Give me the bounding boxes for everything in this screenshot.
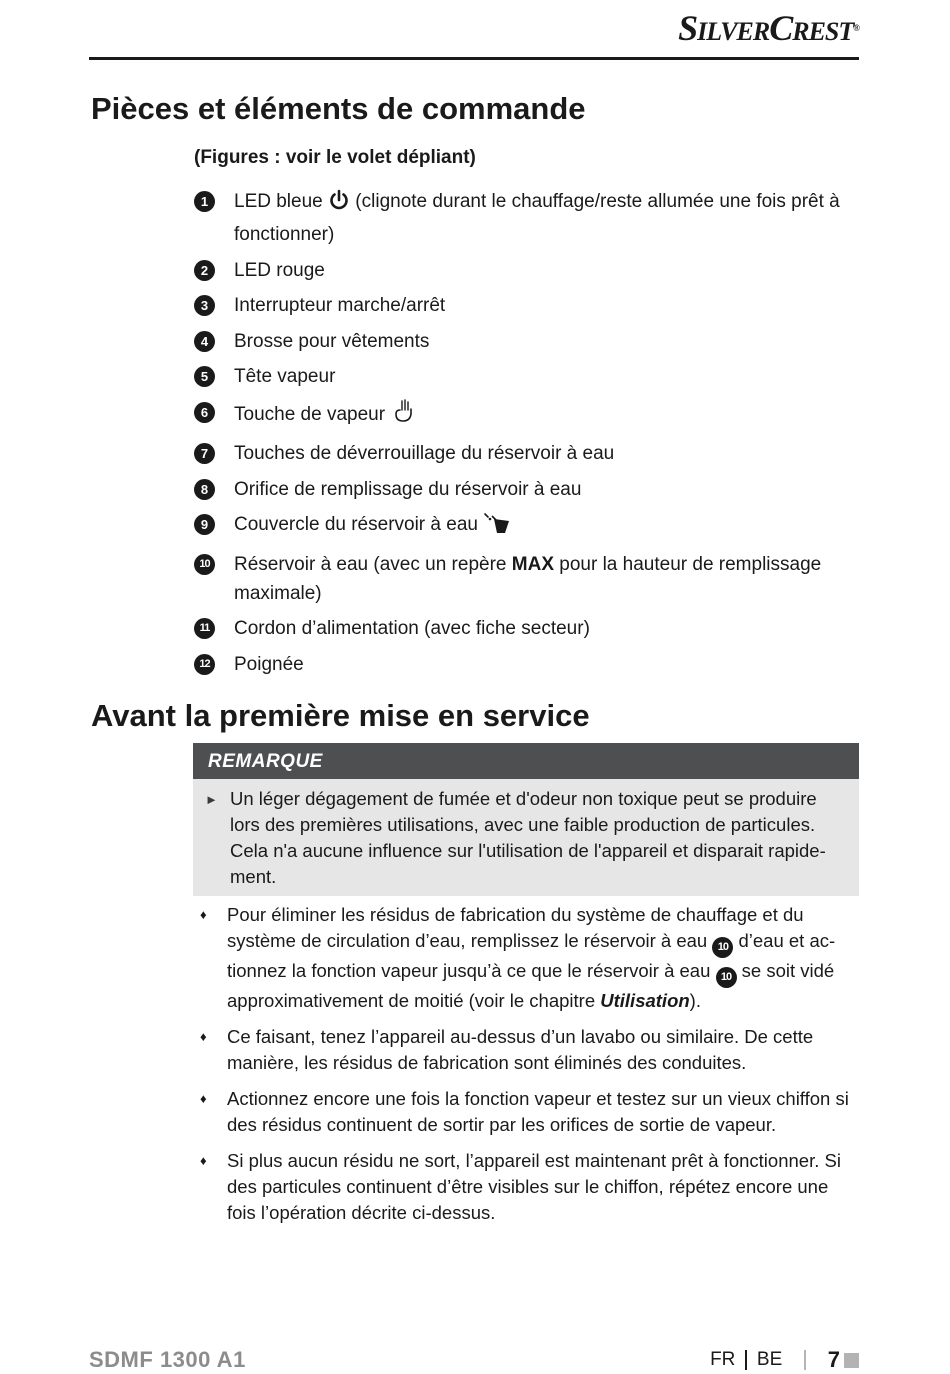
note-title: REMARQUE	[193, 743, 859, 779]
item-number: 7	[194, 443, 215, 464]
list-item: 2 LED rouge	[194, 256, 854, 285]
header-rule	[89, 57, 859, 60]
note-body	[193, 779, 859, 896]
list-item: 10 Réservoir à eau (avec un repère MAX pour la hauteur de remplissage maximale)	[194, 550, 854, 608]
item-number: 4	[194, 331, 215, 352]
list-item: 4 Brosse pour vêtements	[194, 327, 854, 356]
list-item: 11 Cordon d’alimentation (avec fiche secteur)	[194, 614, 854, 643]
item-number: 12	[194, 654, 215, 675]
list-item: 8 Orifice de remplissage du réservoir à eau	[194, 475, 854, 504]
arrow-icon: ►	[205, 792, 218, 807]
diamond-bullet-icon: ♦	[200, 907, 207, 922]
diamond-bullet-icon: ♦	[200, 1029, 207, 1044]
list-item: 6 Touche de vapeur	[194, 398, 854, 433]
item-number: 10	[716, 967, 737, 988]
list-item: 12 Poignée	[194, 650, 854, 679]
list-item: 1 LED bleue (clignote durant le chauffage/reste allumée une fois prêt à fonctionner)	[194, 187, 854, 249]
water-fill-icon	[483, 510, 513, 543]
divider	[745, 1350, 747, 1370]
language-be: BE	[756, 1349, 783, 1370]
diamond-bullet-icon: ♦	[200, 1153, 207, 1168]
item-number: 11	[194, 618, 215, 639]
page-marker	[844, 1353, 859, 1368]
item-number: 1	[194, 191, 215, 212]
list-item: 9 Couvercle du réservoir à eau	[194, 510, 854, 543]
item-number: 8	[194, 479, 215, 500]
brand-logo: SILVERCREST®	[678, 8, 859, 48]
chapter-reference: Utilisation	[600, 990, 690, 1011]
list-item: 3 Interrupteur marche/arrêt	[194, 291, 854, 320]
page-number: 7	[827, 1347, 840, 1372]
item-number: 10	[712, 937, 733, 958]
footer-info	[710, 1346, 859, 1374]
list-item: 5 Tête vapeur	[194, 362, 854, 391]
item-number: 2	[194, 260, 215, 281]
before-first-use-title: Avant la première mise en service	[91, 698, 590, 733]
power-icon	[328, 189, 350, 220]
list-item: ♦ Ce faisant, tenez l’appareil au-dessus d’un lavabo ou similaire. De cette manière, les résidus de fabrication sont éliminés des conduites.	[200, 1026, 814, 1073]
parts-section-title: Pièces et éléments de commande	[91, 91, 586, 126]
figures-note: (Figures : voir le volet dépliant)	[194, 147, 476, 168]
item-number: 10	[194, 554, 215, 575]
model-number: SDMF 1300 A1	[89, 1347, 246, 1372]
divider	[804, 1350, 806, 1370]
note-text: Un léger dégagement de fumée et d'odeur non toxique peut se produire lors des premières utilisations, avec une faible production de particules. Cela n'a aucune influence sur l'utilisation de l'appareil et disparait rapide-ment.	[230, 788, 826, 887]
item-number: 9	[194, 514, 215, 535]
diamond-bullet-icon: ♦	[200, 1091, 207, 1106]
list-item: 7 Touches de déverrouillage du réservoir à eau	[194, 439, 854, 468]
item-number: 3	[194, 295, 215, 316]
note-box	[193, 743, 859, 896]
list-item: ♦ Actionnez encore une fois la fonction vapeur et testez sur un vieux chiffon si des résidus continuent de sortir par les orifices de sortie de vapeur.	[200, 1088, 849, 1135]
item-number: 6	[194, 402, 215, 423]
list-item: ♦ Pour éliminer les résidus de fabrication du système de chauffage et du système de circulation d’eau, remplissez le réservoir à eau 10 d’eau et ac-tionnez la fonction vapeur jusqu’à ce que le réservoir à eau 10 se soit vidé approximativement de moitié (voir le chapitre Utilisation).	[200, 904, 836, 1011]
list-item: ♦ Si plus aucun résidu ne sort, l’appareil est maintenant prêt à fonctionner. Si des particules continuent d’être visibles sur le chiffon, répétez encore une fois l’opération décrite ci-dessus.	[200, 1150, 841, 1223]
item-number: 5	[194, 366, 215, 387]
steps-list	[193, 902, 859, 1236]
steam-hand-icon	[390, 398, 416, 433]
language-fr: FR	[710, 1349, 736, 1370]
parts-list	[194, 187, 854, 685]
